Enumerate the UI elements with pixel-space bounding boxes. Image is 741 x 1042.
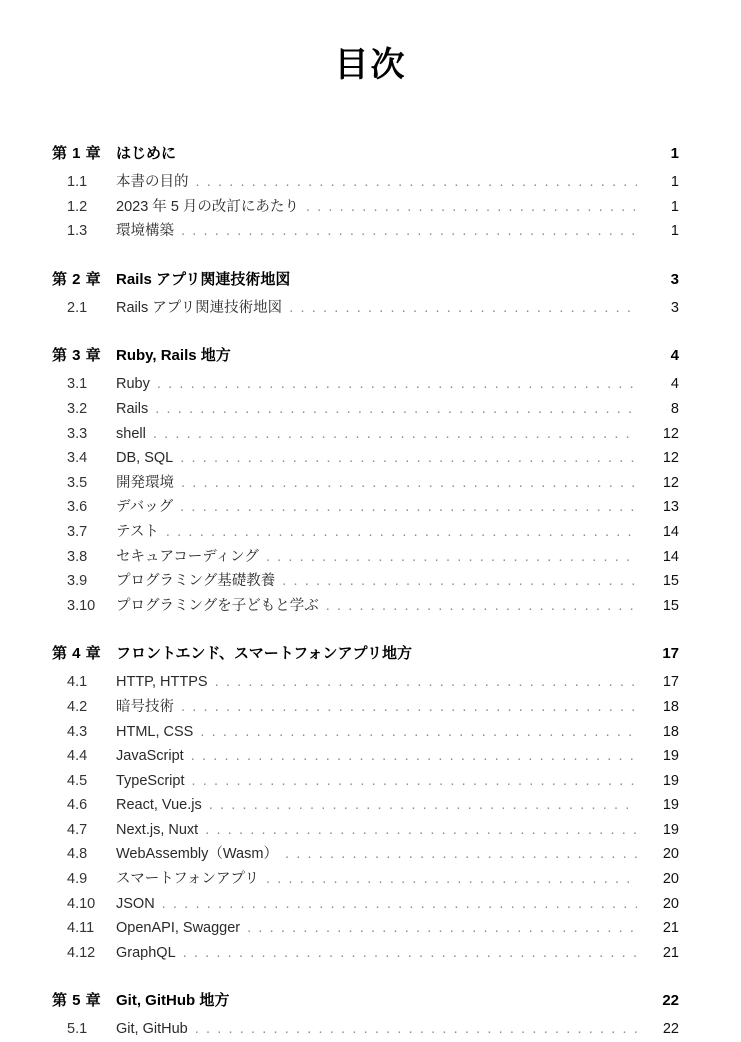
leader-dots (289, 296, 637, 312)
section-title: Ruby (116, 376, 150, 393)
chapter-block (52, 140, 679, 244)
section-number: 4.11 (67, 920, 95, 937)
section-page-number: 12 (662, 450, 679, 467)
section-page-number: 1 (670, 198, 679, 215)
leader-dots (153, 422, 637, 438)
leader-dots (326, 594, 637, 610)
toc-section-row[interactable] (52, 372, 679, 397)
section-page-number: 21 (662, 944, 679, 961)
toc-section-row[interactable] (52, 793, 679, 818)
section-title: Rails アプリ関連技術地図 (116, 299, 283, 316)
toc-section-row[interactable] (52, 842, 679, 867)
chapter-page-number: 22 (662, 992, 679, 1010)
section-number: 4.9 (67, 871, 88, 888)
section-page-number: 1 (670, 223, 679, 240)
section-page-number: 20 (662, 871, 679, 888)
section-title: WebAssembly（Wasm） (116, 846, 278, 863)
section-title: プログラミング基礎教養 (116, 573, 276, 590)
toc-section-row[interactable] (52, 195, 679, 220)
section-page-number: 14 (662, 548, 679, 565)
section-page-number: 14 (662, 523, 679, 540)
leader-dots (266, 545, 637, 561)
section-title: 環境構築 (116, 223, 174, 240)
chapter-number: 第 4 章 (52, 645, 102, 663)
toc-section-row[interactable] (52, 867, 679, 892)
toc-section-row[interactable] (52, 446, 679, 471)
toc-chapter-row[interactable] (52, 266, 679, 294)
section-page-number: 19 (662, 748, 679, 765)
leader-dots (200, 720, 637, 736)
toc-chapter-row[interactable] (52, 987, 679, 1015)
toc-section-row[interactable] (52, 695, 679, 720)
toc-section-row[interactable] (52, 495, 679, 520)
section-page-number: 19 (662, 821, 679, 838)
chapter-block (52, 342, 679, 618)
section-page-number: 22 (662, 1021, 679, 1038)
section-title: HTML, CSS (116, 723, 194, 740)
toc-section-row[interactable] (52, 744, 679, 769)
toc-list (0, 140, 741, 1042)
section-page-number: 13 (662, 499, 679, 516)
section-number: 1.1 (67, 174, 88, 190)
leader-dots (192, 769, 638, 785)
section-number: 3.9 (67, 573, 88, 590)
chapter-title: Ruby, Rails 地方 (116, 347, 231, 365)
leader-dots (181, 471, 637, 487)
section-title: 本書の目的 (116, 174, 189, 190)
section-title: スマートフォンアプリ (116, 871, 259, 888)
section-number: 3.8 (67, 548, 88, 565)
leader-dots (196, 170, 638, 186)
section-number: 4.7 (67, 821, 88, 838)
chapter-block (52, 987, 679, 1042)
toc-section-row[interactable] (52, 916, 679, 941)
section-number: 2.1 (67, 299, 88, 316)
chapter-number: 第 5 章 (52, 992, 102, 1010)
leader-dots (205, 818, 637, 834)
leader-dots (180, 495, 637, 511)
toc-section-row[interactable] (52, 471, 679, 496)
chapter-page-number: 4 (670, 347, 679, 365)
section-page-number: 4 (670, 376, 679, 393)
chapter-block (52, 640, 679, 965)
page-title: 目次 (334, 46, 407, 84)
section-title: React, Vue.js (116, 797, 202, 814)
toc-section-row[interactable] (52, 892, 679, 917)
toc-section-row[interactable] (52, 670, 679, 695)
section-number: 1.3 (67, 223, 88, 240)
chapter-page-number: 3 (670, 270, 679, 288)
leader-dots (162, 892, 637, 908)
section-number: 4.12 (67, 944, 96, 961)
section-title: Rails (116, 400, 149, 417)
section-number: 5.1 (67, 1021, 88, 1038)
leader-dots (247, 916, 637, 932)
section-number: 4.5 (67, 772, 88, 789)
section-number: 4.6 (67, 797, 88, 814)
chapter-title: Rails アプリ関連技術地図 (116, 270, 291, 288)
leader-dots (282, 569, 637, 585)
section-number: 3.6 (67, 499, 88, 516)
section-title: 2023 年 5 月の改訂にあたり (116, 198, 299, 215)
section-page-number: 20 (662, 895, 679, 912)
section-title: Git, GitHub (116, 1021, 188, 1038)
leader-dots (181, 695, 637, 711)
section-title: Next.js, Nuxt (116, 821, 199, 838)
leader-dots (236, 989, 637, 1005)
chapter-page-number: 1 (670, 145, 679, 162)
toc-chapter-row[interactable] (52, 140, 679, 168)
section-title: JavaScript (116, 748, 184, 765)
section-title: セキュアコーディング (116, 548, 259, 565)
section-number: 4.4 (67, 748, 88, 765)
section-page-number: 21 (662, 920, 679, 937)
section-page-number: 1 (670, 174, 679, 190)
section-number: 4.2 (67, 698, 88, 715)
section-number: 4.10 (67, 895, 96, 912)
toc-section-row[interactable] (52, 1017, 679, 1042)
section-page-number: 19 (662, 772, 679, 789)
section-title: プログラミングを子どもと学ぶ (116, 597, 319, 614)
toc-section-row[interactable] (52, 818, 679, 843)
section-title: 暗号技術 (116, 698, 174, 715)
section-page-number: 8 (670, 400, 679, 417)
leader-dots (195, 1017, 637, 1033)
section-title: HTTP, HTTPS (116, 674, 208, 691)
section-number: 3.7 (67, 523, 88, 540)
leader-dots (209, 793, 637, 809)
chapter-number: 第 3 章 (52, 347, 102, 365)
toc-section-row[interactable] (52, 545, 679, 570)
section-title: 開発環境 (116, 474, 174, 491)
leader-dots (419, 642, 637, 658)
section-number: 1.2 (67, 198, 88, 215)
section-number: 3.3 (67, 425, 88, 442)
leader-dots (285, 842, 637, 858)
section-number: 4.8 (67, 846, 88, 863)
section-number: 3.1 (67, 376, 88, 393)
toc-section-row[interactable] (52, 569, 679, 594)
leader-dots (183, 941, 637, 957)
leader-dots (297, 268, 637, 284)
section-title: TypeScript (116, 772, 185, 789)
leader-dots (157, 372, 637, 388)
section-number: 3.5 (67, 474, 88, 491)
toc-section-row[interactable] (52, 296, 679, 321)
section-title: JSON (116, 895, 155, 912)
toc-section-row[interactable] (52, 520, 679, 545)
toc-section-row[interactable] (52, 941, 679, 966)
section-page-number: 3 (670, 299, 679, 316)
leader-dots (155, 397, 637, 413)
section-number: 4.1 (67, 674, 88, 691)
section-number: 3.4 (67, 450, 88, 467)
leader-dots (183, 142, 637, 158)
toc-section-row[interactable] (52, 769, 679, 794)
toc-section-row[interactable] (52, 422, 679, 447)
section-page-number: 15 (662, 573, 679, 590)
section-page-number: 18 (662, 698, 679, 715)
section-page-number: 12 (662, 425, 679, 442)
section-number: 4.3 (67, 723, 88, 740)
section-title: デバッグ (116, 499, 174, 516)
section-page-number: 20 (662, 846, 679, 863)
chapter-page-number: 17 (662, 645, 679, 663)
section-page-number: 12 (662, 474, 679, 491)
section-number: 3.10 (67, 597, 96, 614)
toc-chapter-row[interactable] (52, 640, 679, 668)
leader-dots (180, 446, 637, 462)
section-title: DB, SQL (116, 450, 174, 467)
chapter-block (52, 266, 679, 321)
leader-dots (191, 744, 637, 760)
chapter-title: はじめに (116, 145, 177, 162)
section-page-number: 18 (662, 723, 679, 740)
leader-dots (238, 344, 637, 360)
leader-dots (215, 670, 637, 686)
section-title: GraphQL (116, 944, 176, 961)
toc-section-row[interactable] (52, 170, 679, 195)
toc-section-row[interactable] (52, 219, 679, 244)
section-number: 3.2 (67, 400, 88, 417)
section-title: OpenAPI, Swagger (116, 920, 241, 937)
section-page-number: 15 (662, 597, 679, 614)
section-title: テスト (116, 523, 159, 540)
section-title: shell (116, 425, 146, 442)
toc-section-row[interactable] (52, 397, 679, 422)
toc-section-row[interactable] (52, 720, 679, 745)
section-page-number: 19 (662, 797, 679, 814)
leader-dots (166, 520, 637, 536)
section-page-number: 17 (662, 674, 679, 691)
toc-section-row[interactable] (52, 594, 679, 619)
toc-chapter-row[interactable] (52, 342, 679, 370)
chapter-title: フロントエンド、スマートフォンアプリ地方 (116, 645, 412, 663)
leader-dots (181, 219, 637, 235)
leader-dots (306, 195, 637, 211)
chapter-number: 第 1 章 (52, 145, 102, 162)
leader-dots (266, 867, 637, 883)
chapter-number: 第 2 章 (52, 270, 102, 288)
chapter-title: Git, GitHub 地方 (116, 992, 230, 1010)
